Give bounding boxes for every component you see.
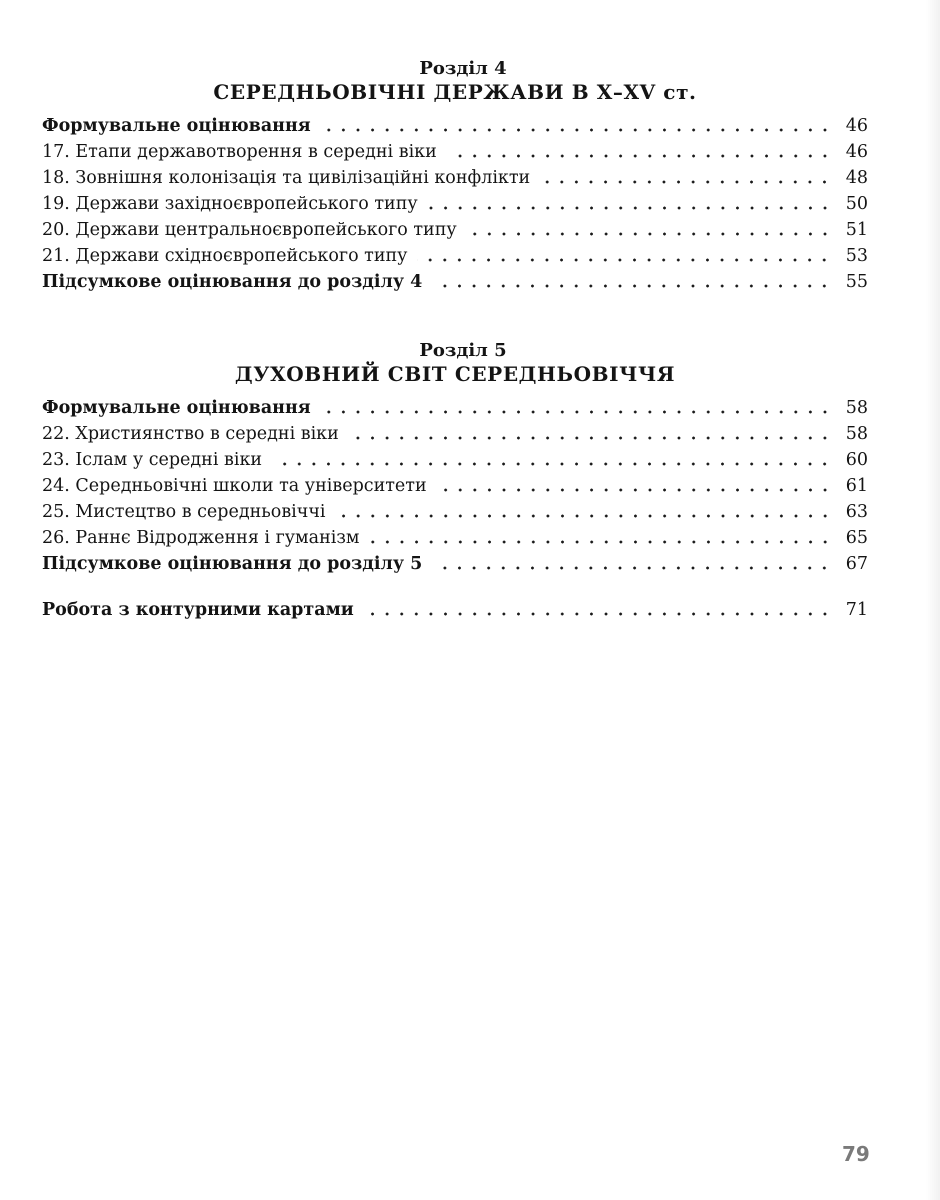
dot-leader	[467, 232, 832, 236]
section-title: ДУХОВНИЙ СВІТ СЕРЕДНЬОВІЧЧЯ	[234, 362, 676, 386]
section-5	[42, 340, 868, 576]
dot-leader	[321, 128, 832, 132]
toc-entry	[42, 524, 868, 550]
toc-entry-page-number: 60	[845, 450, 868, 470]
toc-entry	[42, 498, 868, 524]
dot-leader	[364, 612, 832, 616]
toc-entry-list	[42, 394, 868, 576]
dot-leader	[447, 154, 832, 158]
toc-entry-label: 19. Держави західноєвропейського типу	[42, 194, 418, 214]
toc-entry-page-number: 65	[845, 528, 868, 548]
toc-entry-page-number: 51	[845, 220, 868, 240]
dot-leader	[432, 284, 832, 288]
toc-entry	[42, 216, 868, 242]
dot-leader	[428, 206, 832, 210]
standalone-section	[42, 596, 868, 622]
toc-entry	[42, 190, 868, 216]
page-edge-shadow	[926, 0, 940, 1200]
dot-leader	[437, 488, 832, 492]
toc-entry	[42, 472, 868, 498]
toc-entry-label: 24. Середньовічні школи та університети	[42, 476, 427, 496]
toc-entry-page-number: 58	[845, 398, 868, 418]
dot-leader	[272, 462, 832, 466]
toc-entry-label: 22. Християнство в середні віки	[42, 424, 339, 444]
dot-leader	[540, 180, 832, 184]
toc-entry	[42, 112, 868, 138]
toc-entry	[42, 268, 868, 294]
dot-leader	[432, 566, 832, 570]
toc-entry-page-number: 58	[845, 424, 868, 444]
toc-entry-page-number: 46	[845, 142, 868, 162]
toc-entry-label: Підсумкове оцінювання до розділу 5	[42, 554, 423, 574]
toc-entry	[42, 420, 868, 446]
toc-entry	[42, 446, 868, 472]
section-4	[42, 58, 868, 294]
toc-entry-page-number: 63	[845, 502, 868, 522]
toc-entry-page-number: 46	[845, 116, 868, 136]
toc-entry-label: 17. Етапи державотворення в середні віки	[42, 142, 437, 162]
dot-leader	[336, 514, 832, 518]
dot-leader	[321, 410, 832, 414]
dot-leader	[349, 436, 832, 440]
toc-entry-label: Формувальне оцінювання	[42, 398, 311, 418]
toc-entry-page-number: 61	[845, 476, 868, 496]
toc-entry	[42, 550, 868, 576]
toc-entry-page-number: 67	[845, 554, 868, 574]
toc-entry-label: 26. Раннє Відродження і гуманізм	[42, 528, 360, 548]
toc-entry-label: 21. Держави східноєвропейського типу	[42, 246, 408, 266]
toc-entry-page-number: 55	[845, 272, 868, 292]
dot-leader	[417, 258, 832, 262]
toc-entry-label: Формувальне оцінювання	[42, 116, 311, 136]
section-title: СЕРЕДНЬОВІЧНІ ДЕРЖАВИ В Х–ХV ст.	[213, 80, 697, 104]
toc-entry-page-number: 53	[845, 246, 868, 266]
toc-entry	[42, 138, 868, 164]
toc-entry	[42, 164, 868, 190]
toc-entry-label: Підсумкове оцінювання до розділу 4	[42, 272, 423, 292]
toc-entry-label: 20. Держави центральноєвропейського типу	[42, 220, 457, 240]
toc-entry-page-number: 48	[845, 168, 868, 188]
toc-entry-page-number: 50	[845, 194, 868, 214]
toc-entry-label: Робота з контурними картами	[42, 600, 354, 620]
toc-entry-label: 23. Іслам у середні віки	[42, 450, 263, 470]
section-number-label: Розділ 4	[419, 58, 507, 79]
page-number: 79	[842, 1142, 870, 1166]
section-number-label: Розділ 5	[419, 340, 507, 361]
toc-entry-page-number: 71	[845, 600, 868, 620]
toc-entry-list	[42, 112, 868, 294]
dot-leader	[370, 540, 832, 544]
toc-entry-label: 18. Зовнішня колонізація та цивілізаційні конфлікти	[42, 168, 531, 188]
toc-entry	[42, 394, 868, 420]
toc-entry	[42, 596, 868, 622]
toc-entry	[42, 242, 868, 268]
toc-entry-label: 25. Мистецтво в середньовіччі	[42, 502, 326, 522]
